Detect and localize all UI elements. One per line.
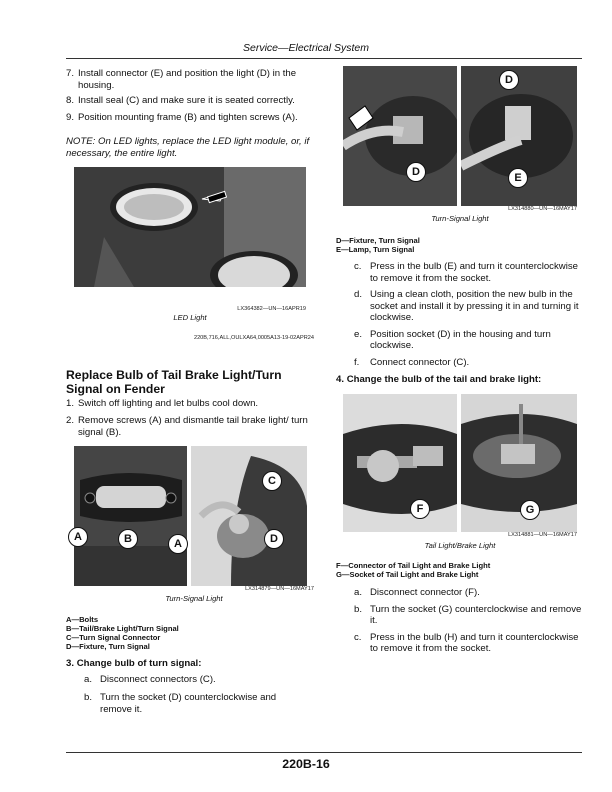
page-number: 220B-16: [282, 757, 330, 771]
list-item: d. Using a clean cloth, position the new bulb in the socket and install it by pressing it in and turning it clockwise.: [354, 289, 579, 323]
callout-a-right: A: [168, 534, 188, 554]
list-item: f. Connect connector (C).: [354, 356, 470, 368]
list-item: c. Press in the bulb (H) and turn it counterclockwise to remove it from the socket.: [354, 631, 579, 654]
turn1-figure-caption: Turn-Signal Light: [165, 594, 223, 603]
led-figure-caption: LED Light: [173, 313, 207, 322]
list-item: a. Disconnect connector (F).: [354, 587, 480, 598]
callout-g: G: [520, 500, 540, 520]
steps-top: [66, 68, 318, 126]
callout-d-left: D: [406, 162, 426, 182]
tail-figure-caption: Tail Light/Brake Light: [424, 541, 496, 550]
step-3-subitems: [84, 674, 316, 715]
note-text: NOTE: On LED lights, replace the LED light module, or, if necessary, the entire light.: [66, 136, 310, 159]
list-item: 8. Install seal (C) and make sure it is seated correctly.: [66, 95, 295, 106]
callout-d: D: [264, 529, 284, 549]
turn-signal-socket-photo-left: [343, 66, 457, 206]
turn-signal-photo-right: [191, 446, 307, 586]
header-rule: [66, 58, 582, 59]
legend-turn2: D—Fixture, Turn Signal E—Lamp, Turn Signal: [336, 236, 420, 254]
step-4: 4. Change the bulb of the tail and brake light:: [336, 374, 542, 385]
list-item: 1. Switch off lighting and let bulbs cool down.: [66, 398, 259, 409]
led-figure-code: LX364382—UN—16APR19: [237, 306, 306, 312]
list-item: 2. Remove screws (A) and dismantle tail brake light/ turn signal (B).: [66, 415, 308, 438]
section-title: Replace Bulb of Tail Brake Light/Turn Signal on Fender: [66, 368, 282, 396]
callout-d-right: D: [499, 70, 519, 90]
led-light-photo: [74, 167, 306, 287]
turn2-figure-caption: Turn-Signal Light: [431, 214, 489, 223]
turn2-figure-code: LX314880—UN—16MAY17: [508, 206, 577, 212]
turn-signal-photo-left: [74, 446, 187, 586]
callout-e: E: [508, 168, 528, 188]
reference-code: 220B,716,ALL,OULXA64,0005A13-19-02APR24: [193, 335, 314, 341]
legend-tail: F—Connector of Tail Light and Brake Light G—Socket of Tail Light and Brake Light: [336, 561, 491, 579]
list-item: 9. Position mounting frame (B) and tighten screws (A).: [66, 112, 298, 123]
step-4-subitems: [354, 587, 584, 655]
page-header: Service—Electrical System: [242, 42, 370, 54]
list-item: c. Press in the bulb (E) and turn it counterclockwise to remove it from the socket.: [354, 261, 578, 284]
list-item: 7. Install connector (E) and position the light (D) in the housing.: [66, 68, 297, 91]
right-subitems: [354, 261, 584, 368]
list-item: e. Position socket (D) in the housing and turn clockwise.: [354, 328, 551, 351]
tail-figure-code: LX314881—UN—16MAY17: [508, 532, 577, 538]
callout-a-left: A: [68, 527, 88, 547]
turn1-figure-code: LX314879—UN—16MAY17: [245, 586, 314, 592]
list-item: b. Turn the socket (G) counterclockwise and remove it.: [354, 603, 582, 626]
list-item: b. Turn the socket (D) counterclockwise and remove it.: [84, 692, 277, 715]
footer-rule: [66, 752, 582, 753]
step-3: 3. Change bulb of turn signal:: [66, 658, 202, 669]
callout-b: B: [118, 529, 138, 549]
list-item: a. Disconnect connectors (C).: [84, 674, 216, 685]
callout-c: C: [262, 471, 282, 491]
tail-light-photo-right: [461, 394, 577, 532]
steps-mid: [66, 398, 318, 439]
tail-light-photo-left: [343, 394, 457, 532]
led-light-illustration: [74, 167, 306, 287]
legend-turn1: A—Bolts B—Tail/Brake Light/Turn Signal C—Turn Signal Connector D—Fixture, Turn Signal: [66, 615, 179, 651]
callout-f: F: [410, 499, 430, 519]
